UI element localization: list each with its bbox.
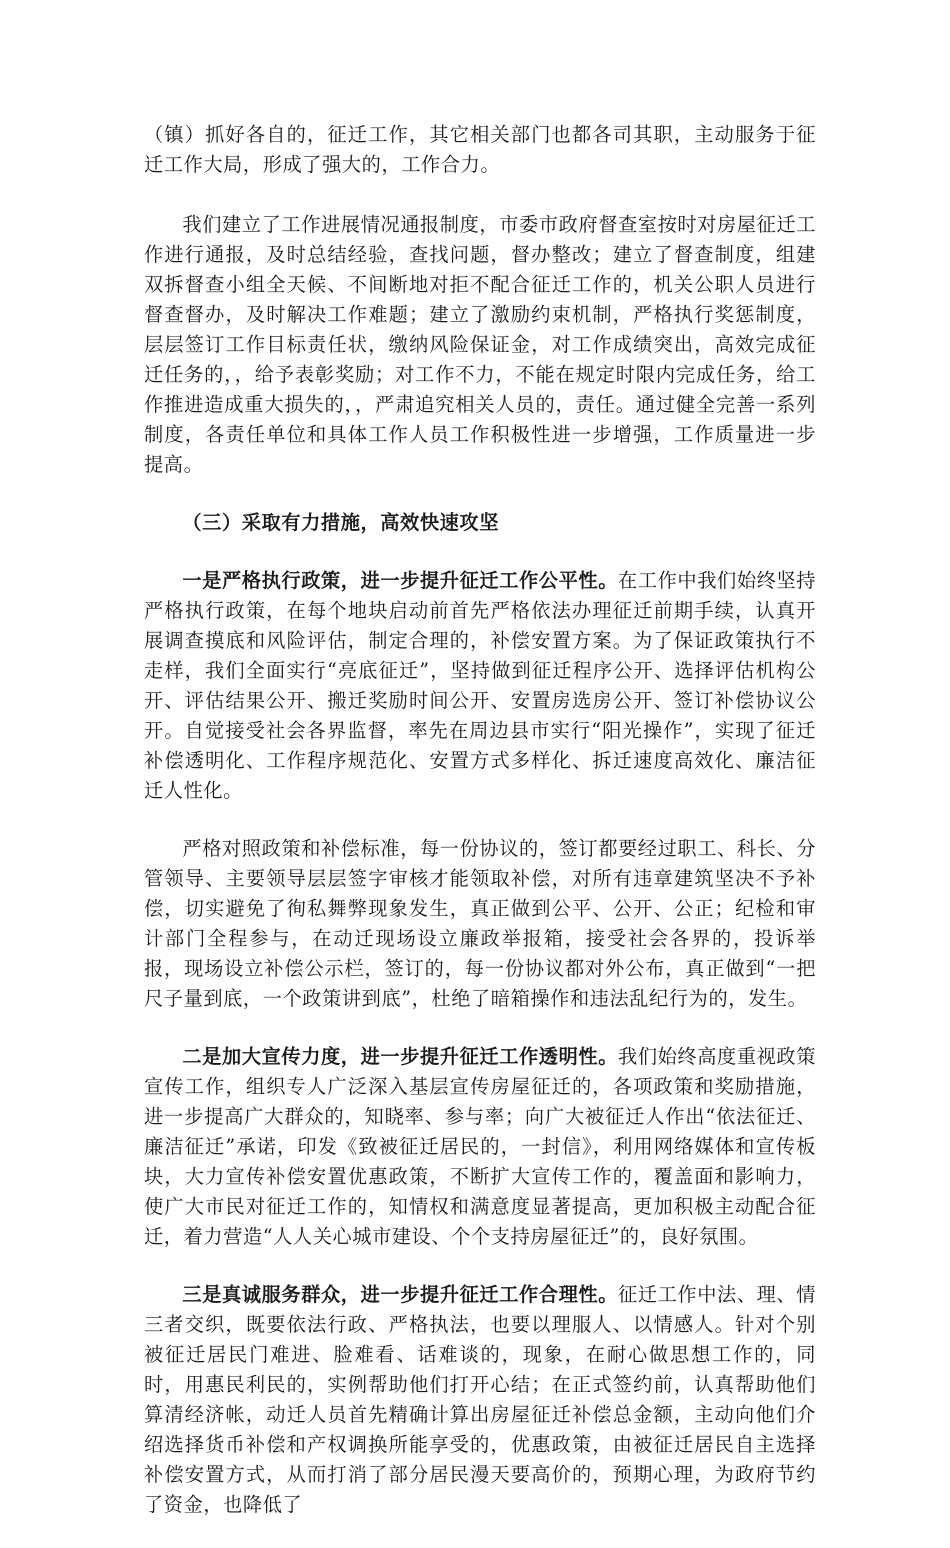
paragraph-text: （镇）抓好各自的，征迁工作，其它相关部门也都各司其职，主动服务于征迁工作大局，形成了强大的，工作合力。 (144, 123, 816, 176)
paragraph-reporting-system (144, 210, 816, 480)
paragraph-text: 在工作中我们始终坚持严格执行政策，在每个地块启动前首先严格依法办理征迁前期手续，认真开展调查摸底和风险评估，制定合理的，补偿安置方案。为了保证政策执行不走样，我们全面实行“亮底征迁”，坚持做到征迁程序公开、选择评估机构公开、评估结果公开、搬迁奖励时间公开、安置房选房公开、签订补偿协议公开。自觉接受社会各界监督，率先在周边县市实行“阳光操作”，实现了征迁补偿透明化、工作程序规范化、安置方式多样化、拆迁速度高效化、廉洁征迁人性化。 (144, 569, 817, 802)
paragraph-continuation (144, 120, 816, 180)
section-heading: （三）采取有力措施，高效快速攻坚 (182, 511, 499, 534)
paragraph-lead: 三是真诚服务群众，进一步提升征迁工作合理性。 (182, 1283, 619, 1306)
paragraph-policy (144, 566, 816, 806)
paragraph-service (144, 1280, 816, 1520)
paragraph-text: 征迁工作中法、理、情三者交织，既要依法行政、严格执法，也要以理服人、以情感人。针对个别被征迁居民门难进、脸难看、话难谈的，现象，在耐心做思想工作的，同时，用惠民利民的，实例帮助他们打开心结；在正式签约前，认真帮助他们算清经济帐，动迁人员首先精确计算出房屋征迁补偿总金额，主动向他们介绍选择货币补偿和产权调换所能享受的，优惠政策，由被征迁居民自主选择补偿安置方式，从而打消了部分居民漫天要高价的，预期心理，为政府节约了资金，也降低了 (144, 1283, 817, 1516)
paragraph-text: 我们建立了工作进展情况通报制度，市委市政府督查室按时对房屋征迁工作进行通报，及时总结经验，查找问题，督办整改；建立了督查制度，组建双拆督查小组全天候、不间断地对拒不配合征迁工作的，机关公职人员进行督查督办，及时解决工作难题；建立了激励约束机制，严格执行奖惩制度，层层签订工作目标责任状，缴纳风险保证金，对工作成绩突出，高效完成征迁任务的，，给予表彰奖励；对工作不力，不能在规定时限内完成任务，给工作推进造成重大损失的，，严肃追究相关人员的，责任。通过健全完善一系列制度，各责任单位和具体工作人员工作积极性进一步增强，工作质量进一步提高。 (144, 213, 816, 476)
paragraph-text: 我们始终高度重视政策宣传工作，组织专人广泛深入基层宣传房屋征迁的，各项政策和奖励措施，进一步提高广大群众的，知晓率、参与率；向广大被征迁人作出“依法征迁、廉洁征迁”承诺，印发《致被征迁居民的，一封信》，利用网络媒体和宣传板块，大力宣传补偿安置优惠政策，不断扩大宣传工作的，覆盖面和影响力，使广大市民对征迁工作的，知情权和满意度显著提高，更加积极主动配合征迁，着力营造“人人关心城市建设、个个支持房屋征迁”的，良好氛围。 (144, 1045, 817, 1248)
paragraph-lead: 一是严格执行政策，进一步提升征迁工作公平性。 (182, 569, 619, 592)
document-page (144, 120, 816, 1548)
paragraph-compensation (144, 834, 816, 1014)
paragraph-text: 严格对照政策和补偿标准，每一份协议的，签订都要经过职工、科长、分管领导、主要领导层层签字审核才能领取补偿，对所有违章建筑坚决不予补偿，切实避免了徇私舞弊现象发生，真正做到公平、公开、公正；纪检和审计部门全程参与，在动迁现场设立廉政举报箱，接受社会各界的，投诉举报，现场设立补偿公示栏，签订的，每一份协议都对外公布，真正做到“一把尺子量到底，一个政策讲到底”，杜绝了暗箱操作和违法乱纪行为的，发生。 (144, 837, 816, 1010)
paragraph-publicity (144, 1042, 816, 1252)
paragraph-lead: 二是加大宣传力度，进一步提升征迁工作透明性。 (182, 1045, 619, 1068)
